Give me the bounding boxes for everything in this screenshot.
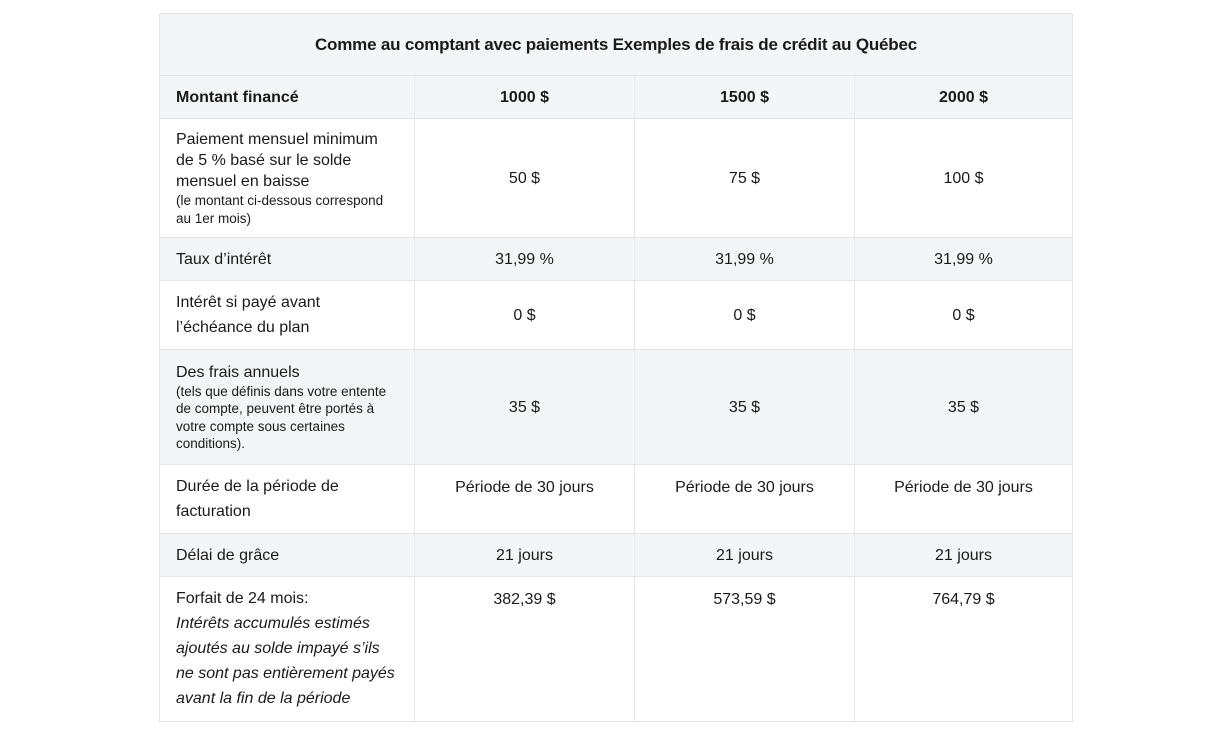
interest-before-value-1500: 0 $ xyxy=(634,281,854,349)
forfait-label: Forfait de 24 mois: xyxy=(176,590,309,607)
forfait-value-2000: 764,79 $ xyxy=(854,577,1072,721)
min-payment-label: Paiement mensuel minimum de 5 % basé sur le solde mensuel en baisse xyxy=(176,131,378,190)
header-amount-2000: 2000 $ xyxy=(854,76,1072,118)
forfait-value-1500: 573,59 $ xyxy=(634,577,854,721)
annual-fees-note: (tels que définis dans votre entente de compte, peuvent être portés à votre compte sous certaines conditions). xyxy=(176,383,387,451)
forfait-value-1000: 382,39 $ xyxy=(414,577,634,721)
rate-value-1000: 31,99 % xyxy=(414,238,634,280)
table-row-forfait xyxy=(160,577,1072,721)
annual-fees-value-1000: 35 $ xyxy=(414,350,634,464)
annual-fees-value-2000: 35 $ xyxy=(854,350,1072,464)
header-amount-1500: 1500 $ xyxy=(634,76,854,118)
row-label-min-payment xyxy=(160,119,414,237)
forfait-note: Intérêts accumulés estimés ajoutés au solde impayé s’ils ne sont pas entièrement payés avant la fin de la période xyxy=(176,615,395,707)
interest-before-value-2000: 0 $ xyxy=(854,281,1072,349)
grace-value-1500: 21 jours xyxy=(634,534,854,576)
billing-period-value-1000: Période de 30 jours xyxy=(414,465,634,533)
row-label-forfait xyxy=(160,577,414,721)
billing-period-value-2000: Période de 30 jours xyxy=(854,465,1072,533)
billing-period-label: Durée de la période de facturation xyxy=(176,478,339,520)
grace-value-2000: 21 jours xyxy=(854,534,1072,576)
table-row-min-payment xyxy=(160,119,1072,238)
grace-label: Délai de grâce xyxy=(176,546,280,564)
billing-period-value-1500: Période de 30 jours xyxy=(634,465,854,533)
header-amount-1000: 1000 $ xyxy=(414,76,634,118)
row-label-annual-fees xyxy=(160,350,414,464)
grace-value-1000: 21 jours xyxy=(414,534,634,576)
rate-label: Taux d’intérêt xyxy=(176,250,272,268)
interest-before-value-1000: 0 $ xyxy=(414,281,634,349)
credit-fees-table xyxy=(159,13,1073,722)
annual-fees-value-1500: 35 $ xyxy=(634,350,854,464)
table-row-annual-fees xyxy=(160,350,1072,465)
table-row-rate xyxy=(160,238,1072,281)
interest-before-label: Intérêt si payé avant l’échéance du plan xyxy=(176,294,321,336)
min-payment-value-1500: 75 $ xyxy=(634,119,854,237)
min-payment-value-1000: 50 $ xyxy=(414,119,634,237)
table-row-interest-before xyxy=(160,281,1072,350)
table-header-row xyxy=(160,76,1072,119)
rate-value-2000: 31,99 % xyxy=(854,238,1072,280)
table-title: Comme au comptant avec paiements Exemples de frais de crédit au Québec xyxy=(160,14,1072,76)
table-row-grace xyxy=(160,534,1072,577)
table-row-billing-period xyxy=(160,465,1072,534)
header-label: Montant financé xyxy=(176,88,299,106)
min-payment-value-2000: 100 $ xyxy=(854,119,1072,237)
min-payment-note: (le montant ci-dessous correspond au 1er mois) xyxy=(176,193,384,226)
rate-value-1500: 31,99 % xyxy=(634,238,854,280)
annual-fees-label: Des frais annuels xyxy=(176,363,300,381)
